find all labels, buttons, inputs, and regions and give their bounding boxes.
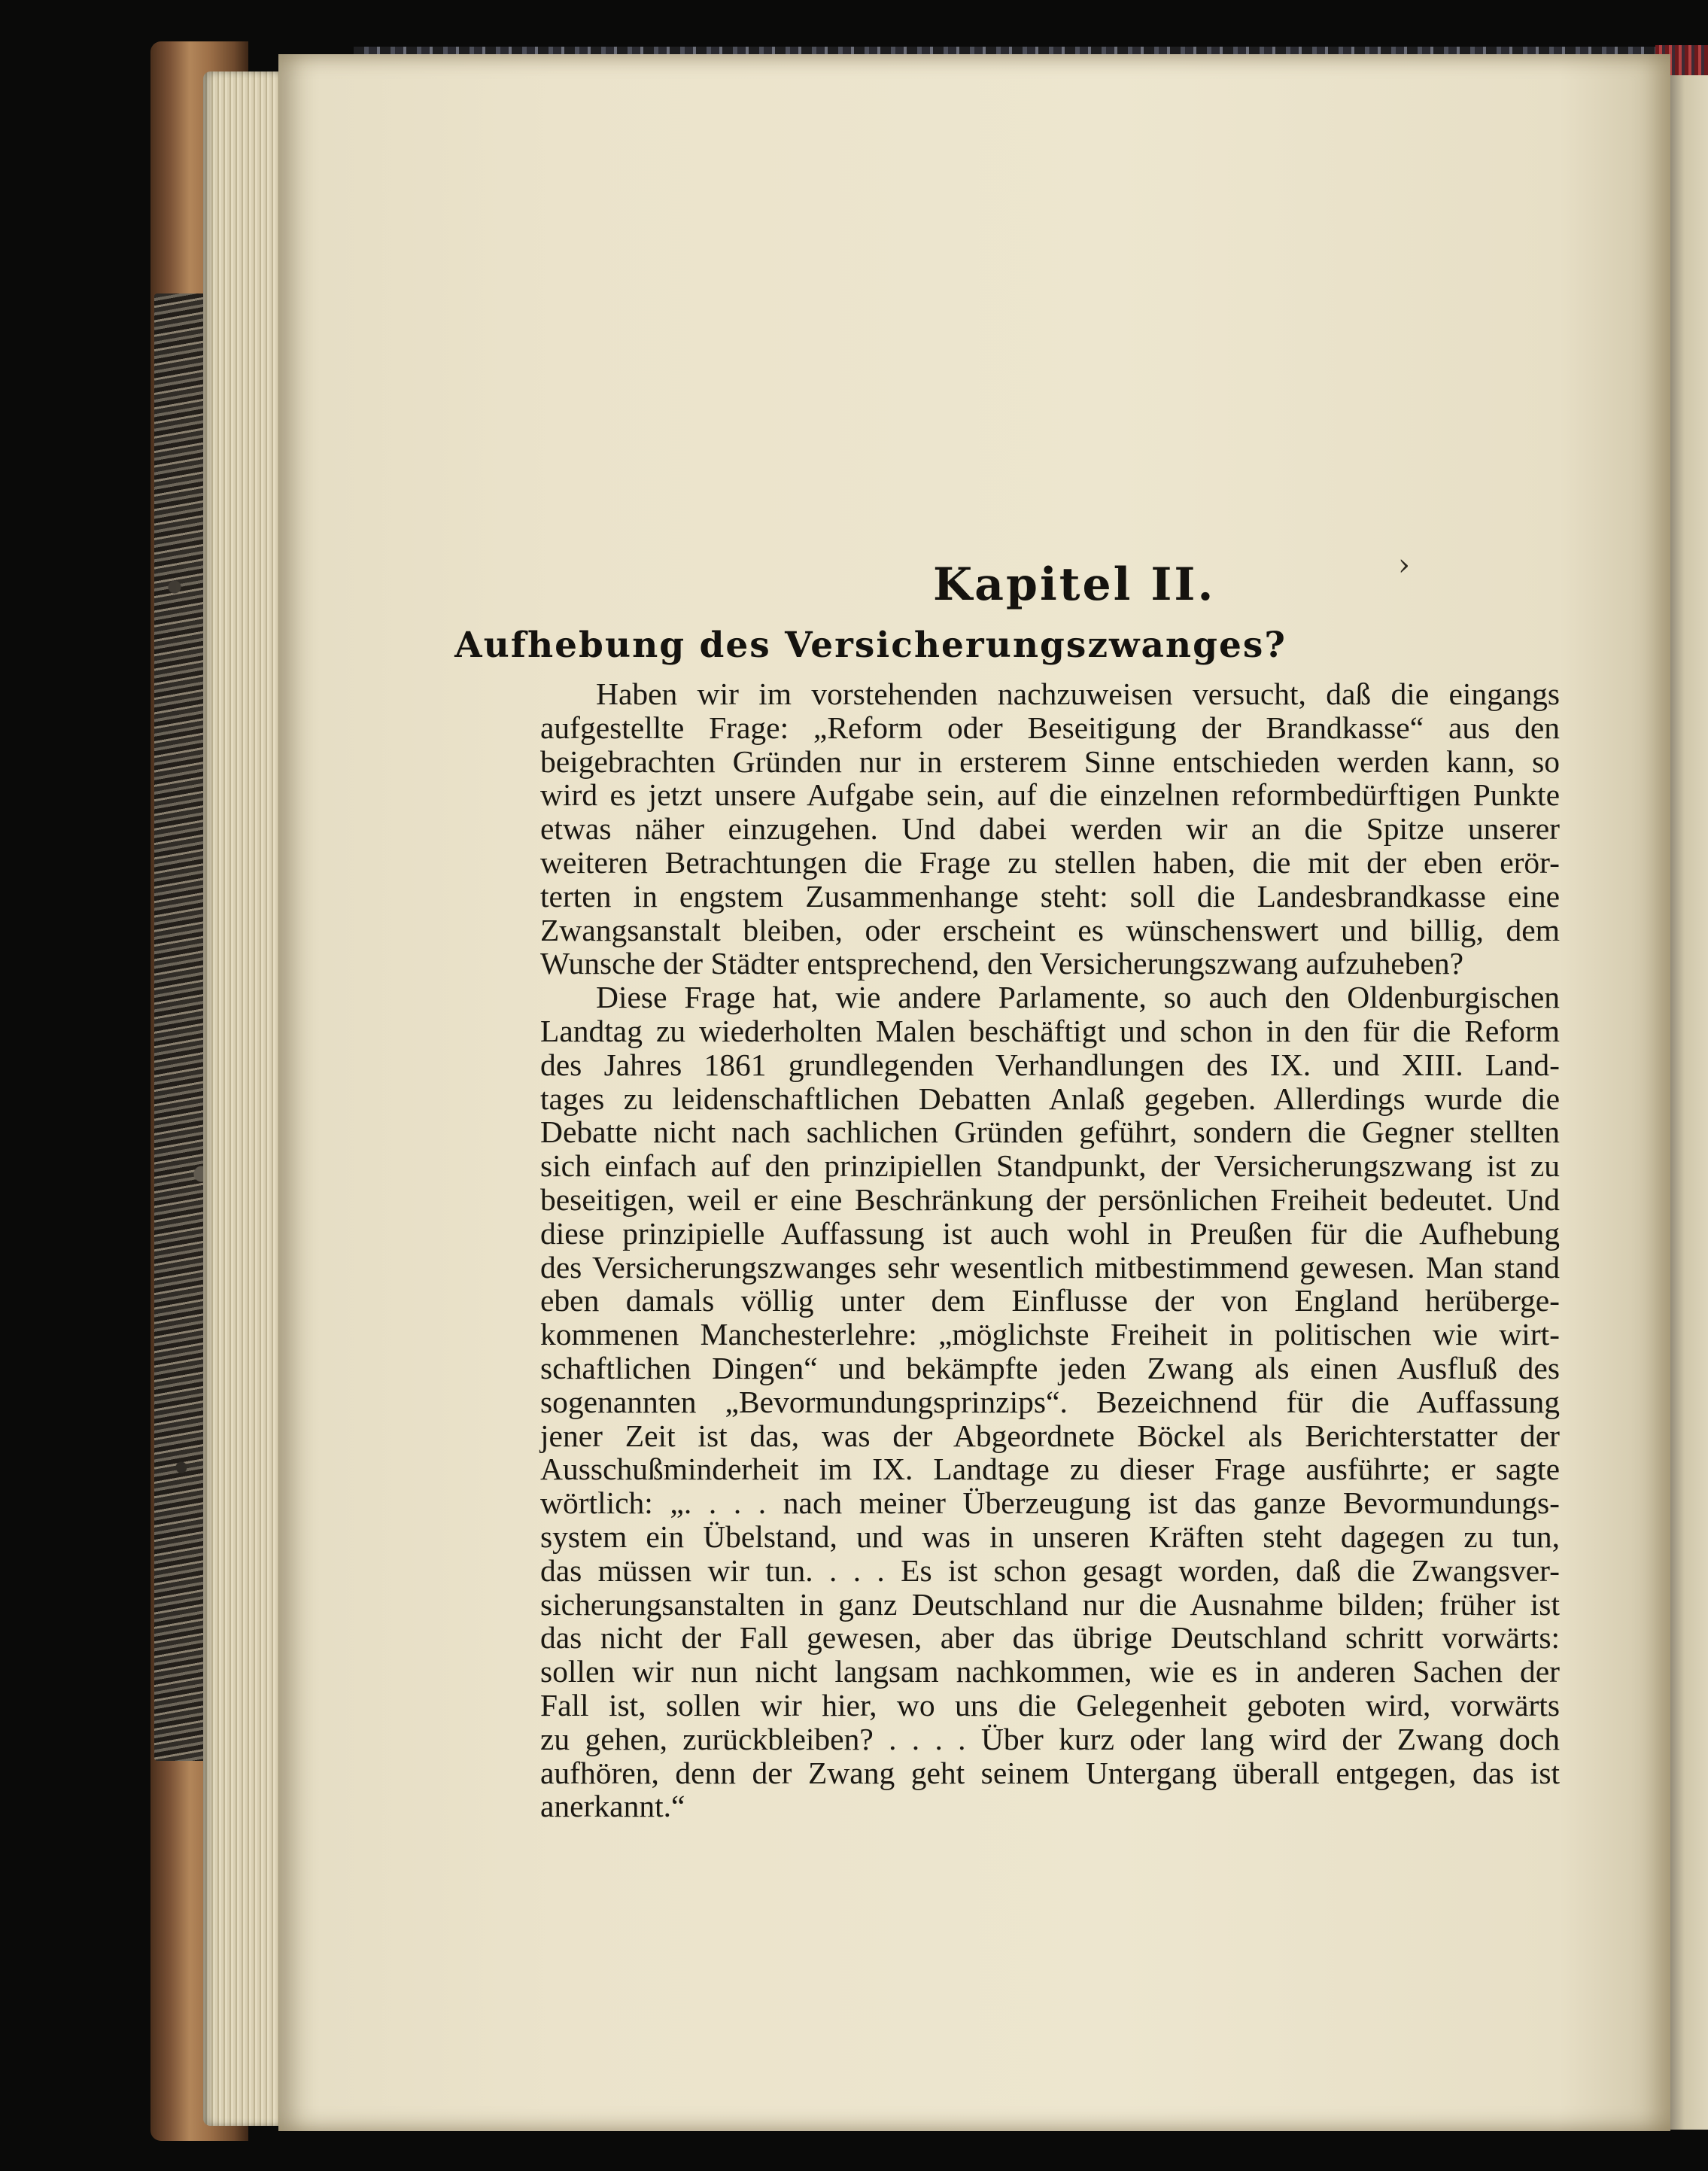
text-line-content: zu gehen, zurückbleiben? . . . . Über kurz oder lang wird der Zwang doch — [540, 1721, 1560, 1756]
text-line — [540, 1149, 1560, 1183]
page-edges — [203, 71, 286, 2126]
text-line-content: diese prinzipielle Auffassung ist auch wohl in Preußen für die Aufhebung — [540, 1215, 1560, 1251]
text-line — [540, 1588, 1560, 1622]
text-line — [540, 1385, 1560, 1419]
text-line — [540, 1318, 1560, 1352]
text-line — [540, 1789, 1560, 1823]
text-line — [540, 745, 1560, 779]
text-line — [540, 1048, 1560, 1082]
text-line — [540, 1689, 1560, 1723]
text-line-content: weiteren Betrachtungen die Frage zu stellen haben, die mit der eben erör- — [540, 844, 1560, 880]
text-line-content: des Jahres 1861 grundlegenden Verhandlungen des IX. und XIII. Land- — [540, 1047, 1560, 1082]
text-line — [540, 1082, 1560, 1116]
text-line-content: des Versicherungszwanges sehr wesentlich mitbestimmend gewesen. Man stand — [540, 1249, 1560, 1285]
text-line-content: aufgestellte Frage: „Reform oder Beseitigung der Brandkasse“ aus den — [540, 710, 1560, 745]
text-line-content: terten in engstem Zusammenhange steht: soll die Landesbrandkasse eine — [540, 878, 1560, 914]
text-line — [540, 1115, 1560, 1149]
text-line-content: Debatte nicht nach sachlichen Gründen geführt, sondern die Gegner stellten — [540, 1114, 1560, 1150]
section-title: Aufhebung des Versicherungszwanges? — [454, 625, 1287, 666]
text-line-content: wörtlich: „. . . . nach meiner Überzeugung ist das ganze Bevormundungs- — [540, 1485, 1560, 1521]
text-line — [540, 1520, 1560, 1554]
text-line-content: schaftlichen Dingen“ und bekämpfte jeden Zwang als einen Ausfluß des — [540, 1350, 1560, 1385]
text-line — [540, 947, 1560, 981]
text-line-content: sich einfach auf den prinzipiellen Standpunkt, der Versicherungszwang ist zu — [540, 1148, 1560, 1184]
facing-page-edge — [1669, 53, 1708, 2130]
text-line-content: jener Zeit ist das, was der Abgeordnete Böckel als Berichterstatter der — [540, 1418, 1560, 1453]
text-line-content: Zwangsanstalt bleiben, oder erscheint es wünschenswert und billig, dem — [540, 912, 1560, 947]
text-line — [540, 981, 1560, 1014]
text-line-content: das müssen wir tun. . . . Es ist schon gesagt worden, daß die Zwangsver- — [540, 1552, 1560, 1588]
text-line — [540, 1756, 1560, 1790]
text-line-content: kommenen Manchesterlehre: „möglichste Freiheit in politischen wie wirt- — [540, 1317, 1560, 1352]
text-line-content: beseitigen, weil er eine Beschränkung der persönlichen Freiheit bedeutet. Und — [540, 1181, 1560, 1217]
section-title-wrapper — [0, 625, 1708, 666]
text-line — [540, 711, 1560, 745]
text-line — [540, 914, 1560, 947]
text-line — [540, 1723, 1560, 1756]
text-line-content: sicherungsanstalten in ganz Deutschland nur die Ausnahme bilden; früher ist — [540, 1586, 1560, 1622]
text-line — [540, 1419, 1560, 1453]
stray-mark: › — [1398, 548, 1410, 582]
text-line — [540, 1183, 1560, 1217]
text-line — [540, 1621, 1560, 1655]
text-line — [540, 1284, 1560, 1318]
text-line — [540, 1251, 1560, 1285]
text-line-content: system ein Übelstand, und was in unseren Kräften steht dagegen zu tun, — [540, 1519, 1560, 1554]
text-line-content: Fall ist, sollen wir hier, wo uns die Gelegenheit geboten wird, vorwärts — [540, 1687, 1560, 1723]
text-line-content: eben damals völlig unter dem Einflusse der von England herüberge- — [540, 1283, 1560, 1318]
text-line-content: anerkannt.“ — [540, 1789, 685, 1824]
text-line-content: Ausschußminderheit im IX. Landtage zu dieser Frage ausführte; er sagte — [540, 1452, 1560, 1487]
text-line — [540, 1352, 1560, 1385]
text-line — [540, 1554, 1560, 1588]
text-line-content: Diese Frage hat, wie andere Parlamente, so auch den Oldenburgischen — [596, 980, 1560, 1015]
text-line-content: sollen wir nun nicht langsam nachkommen, wie es in anderen Sachen der — [540, 1654, 1560, 1689]
text-line-content: beigebrachten Gründen nur in ersterem Sinne entschieden werden kann, so — [540, 743, 1560, 779]
text-line-content: etwas näher einzugehen. Und dabei werden wir an die Spitze unserer — [540, 811, 1560, 847]
text-line — [540, 1486, 1560, 1520]
text-line — [540, 846, 1560, 880]
text-line-content: aufhören, denn der Zwang geht seinem Untergang überall entgegen, das ist — [540, 1755, 1560, 1790]
text-line-content: Landtag zu wiederholten Malen beschäftigt und schon in den für die Reform — [540, 1013, 1560, 1048]
text-line — [540, 812, 1560, 846]
text-line — [540, 677, 1560, 711]
text-line-content: Haben wir im vorstehenden nachzuweisen versucht, daß die eingangs — [596, 677, 1560, 711]
text-line-content: Wunsche der Städter entsprechend, den Versicherungszwang aufzuheben? — [540, 946, 1464, 981]
text-line-content: tages zu leidenschaftlichen Debatten Anlaß gegeben. Allerdings wurde die — [540, 1081, 1560, 1116]
chapter-title: Kapitel II. — [933, 558, 1216, 611]
text-line-content: sogenannten „Bevormundungsprinzips“. Bezeichnend für die Auffassung — [540, 1384, 1560, 1419]
text-line — [540, 1217, 1560, 1251]
text-line-content: wird es jetzt unsere Aufgabe sein, auf die einzelnen reformbedürftigen Punkte — [540, 777, 1560, 813]
text-line — [540, 1452, 1560, 1486]
text-line — [540, 880, 1560, 914]
text-line — [540, 1655, 1560, 1689]
text-line — [540, 778, 1560, 812]
body-text — [540, 677, 1560, 1823]
text-line — [540, 1014, 1560, 1048]
text-line-content: das nicht der Fall gewesen, aber das übrige Deutschland schritt vorwärts: — [540, 1620, 1560, 1656]
